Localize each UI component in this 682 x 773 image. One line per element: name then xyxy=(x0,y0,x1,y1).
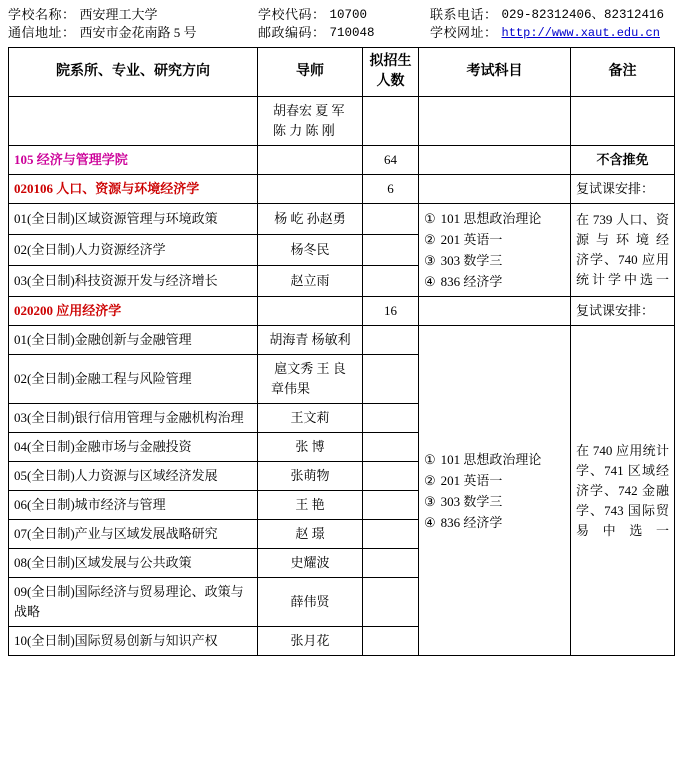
school-name-label: 学校名称： xyxy=(8,7,76,22)
advisor-name: 胡春宏 夏 军 xyxy=(273,103,345,118)
subject-index: ③ xyxy=(424,253,436,268)
advisor-name: 扈文秀 王 良 xyxy=(274,361,346,376)
subject-item xyxy=(424,208,565,229)
header-row-1 xyxy=(8,6,674,24)
cell-direction: 10(全日制)国际贸易创新与知识产权 xyxy=(9,627,258,656)
subject-text: 201 英语一 xyxy=(440,232,503,247)
column-header-remark: 备注 xyxy=(571,48,675,97)
subject-item xyxy=(424,512,565,533)
cell-advisor: 杨 屹 孙赵勇 xyxy=(258,204,363,235)
header-row-2 xyxy=(8,24,674,42)
subject-item xyxy=(424,250,565,271)
cell-direction: 02(全日制)金融工程与风险管理 xyxy=(9,355,258,404)
advisor-name: 章伟果 xyxy=(271,381,311,396)
cell-advisor xyxy=(258,97,363,146)
subject-text: 836 经济学 xyxy=(440,274,503,289)
subject-list xyxy=(424,449,565,533)
school-name-field xyxy=(8,6,258,24)
cell-advisor xyxy=(258,175,363,204)
mailing-address-label: 通信地址： xyxy=(8,25,76,40)
column-header-quota-line2: 人数 xyxy=(376,74,405,89)
cell-quota: 6 xyxy=(363,175,419,204)
website-field xyxy=(430,24,674,42)
cell-direction: 05(全日制)人力资源与区域经济发展 xyxy=(9,462,258,491)
column-header-quota xyxy=(363,48,419,97)
subject-index: ① xyxy=(424,211,436,226)
postal-code-value: 710048 xyxy=(329,26,375,40)
subject-text: 101 思想政治理论 xyxy=(440,211,542,226)
cell-quota xyxy=(363,235,419,266)
table-row-major xyxy=(9,175,675,204)
cell-quota xyxy=(363,549,419,578)
cell-remark: 不含推免 xyxy=(571,146,675,175)
table-row-college xyxy=(9,146,675,175)
subject-index: ④ xyxy=(424,274,436,289)
table-row xyxy=(9,326,675,355)
school-info-header xyxy=(0,0,682,47)
cell-subjects xyxy=(419,97,571,146)
column-header-quota-line1: 拟招生 xyxy=(369,54,412,69)
cell-subjects xyxy=(419,204,571,297)
cell-subjects xyxy=(419,326,571,656)
cell-direction: 01(全日制)金融创新与金融管理 xyxy=(9,326,258,355)
college-name: 105 经济与管理学院 xyxy=(9,146,258,175)
admissions-table xyxy=(8,47,675,656)
table-row-major xyxy=(9,297,675,326)
cell-advisor: 张 博 xyxy=(258,433,363,462)
cell-direction: 02(全日制)人力资源经济学 xyxy=(9,235,258,266)
cell-advisor: 张萌物 xyxy=(258,462,363,491)
cell-advisor xyxy=(258,297,363,326)
cell-quota xyxy=(363,266,419,297)
cell-remark: 复试课安排： xyxy=(571,175,675,204)
cell-advisor: 赵 璟 xyxy=(258,520,363,549)
cell-direction: 01(全日制)区域资源管理与环境政策 xyxy=(9,204,258,235)
school-code-field xyxy=(258,6,430,24)
subject-text: 303 数学三 xyxy=(440,493,503,509)
major-name: 020200 应用经济学 xyxy=(9,297,258,326)
subject-index: ② xyxy=(424,472,436,488)
subject-list xyxy=(424,208,565,292)
contact-phone-value: 029-82312406、82312416 xyxy=(501,8,665,22)
cell-remark: 复试课安排： xyxy=(571,297,675,326)
cell-advisor: 薛伟贤 xyxy=(258,578,363,627)
cell-subjects xyxy=(419,146,571,175)
cell-quota: 16 xyxy=(363,297,419,326)
cell-subjects xyxy=(419,175,571,204)
cell-advisor: 赵立雨 xyxy=(258,266,363,297)
subject-index: ① xyxy=(424,451,436,467)
subject-text: 303 数学三 xyxy=(440,253,503,268)
subject-index: ② xyxy=(424,232,436,247)
cell-quota xyxy=(363,204,419,235)
subject-item xyxy=(424,229,565,250)
column-header-direction: 院系所、专业、研究方向 xyxy=(9,48,258,97)
cell-remark-note: 在 740 应用统计学、741 区域经济学、742 金融学、743 国际贸易中选一 xyxy=(571,326,675,656)
cell-remark xyxy=(571,97,675,146)
cell-direction: 06(全日制)城市经济与管理 xyxy=(9,491,258,520)
cell-direction: 03(全日制)银行信用管理与金融机构治理 xyxy=(9,404,258,433)
cell-advisor: 胡海青 杨敏利 xyxy=(258,326,363,355)
cell-quota xyxy=(363,520,419,549)
column-header-subjects: 考试科目 xyxy=(419,48,571,97)
table-row xyxy=(9,97,675,146)
subject-index: ④ xyxy=(424,514,436,530)
subject-item xyxy=(424,449,565,470)
website-label: 学校网址： xyxy=(430,25,498,40)
school-code-value: 10700 xyxy=(329,8,368,22)
table-header-row xyxy=(9,48,675,97)
cell-direction: 03(全日制)科技资源开发与经济增长 xyxy=(9,266,258,297)
mailing-address-value: 西安市金花南路 5 号 xyxy=(79,25,197,40)
cell-advisor: 杨冬民 xyxy=(258,235,363,266)
subject-item xyxy=(424,491,565,512)
cell-quota xyxy=(363,97,419,146)
subject-item xyxy=(424,271,565,292)
cell-quota xyxy=(363,355,419,404)
cell-quota xyxy=(363,578,419,627)
cell-advisor: 史耀波 xyxy=(258,549,363,578)
subject-text: 836 经济学 xyxy=(440,514,503,530)
column-header-advisor: 导师 xyxy=(258,48,363,97)
cell-advisor: 张月花 xyxy=(258,627,363,656)
cell-advisor xyxy=(258,146,363,175)
school-code-label: 学校代码： xyxy=(258,7,326,22)
cell-quota xyxy=(363,404,419,433)
cell-subjects xyxy=(419,297,571,326)
subject-index: ③ xyxy=(424,493,436,509)
school-name-value: 西安理工大学 xyxy=(79,7,158,22)
cell-quota xyxy=(363,627,419,656)
table-row xyxy=(9,204,675,235)
cell-quota xyxy=(363,491,419,520)
cell-remark-note: 在 739 人口、资源 与 环 境 经 济学、740 应用统计学中选一 xyxy=(571,204,675,297)
subject-item xyxy=(424,470,565,491)
cell-advisor xyxy=(258,355,363,404)
cell-quota: 64 xyxy=(363,146,419,175)
cell-quota xyxy=(363,433,419,462)
cell-direction: 07(全日制)产业与区域发展战略研究 xyxy=(9,520,258,549)
website-link[interactable]: http://www.xaut.edu.cn xyxy=(501,26,660,40)
subject-text: 201 英语一 xyxy=(440,472,503,488)
mailing-address-field xyxy=(8,24,258,42)
cell-direction: 08(全日制)区域发展与公共政策 xyxy=(9,549,258,578)
cell-quota xyxy=(363,326,419,355)
postal-code-label: 邮政编码： xyxy=(258,25,326,40)
cell-advisor: 王 艳 xyxy=(258,491,363,520)
contact-phone-label: 联系电话： xyxy=(430,7,498,22)
cell-direction: 09(全日制)国际经济与贸易理论、政策与战略 xyxy=(9,578,258,627)
postal-code-field xyxy=(258,24,430,42)
advisor-name: 陈 力 陈 刚 xyxy=(273,123,335,138)
cell-quota xyxy=(363,462,419,491)
contact-phone-field xyxy=(430,6,674,24)
cell-advisor: 王文莉 xyxy=(258,404,363,433)
cell-direction: 04(全日制)金融市场与金融投资 xyxy=(9,433,258,462)
major-name: 020106 人口、资源与环境经济学 xyxy=(9,175,258,204)
subject-text: 101 思想政治理论 xyxy=(440,451,542,467)
cell-direction xyxy=(9,97,258,146)
